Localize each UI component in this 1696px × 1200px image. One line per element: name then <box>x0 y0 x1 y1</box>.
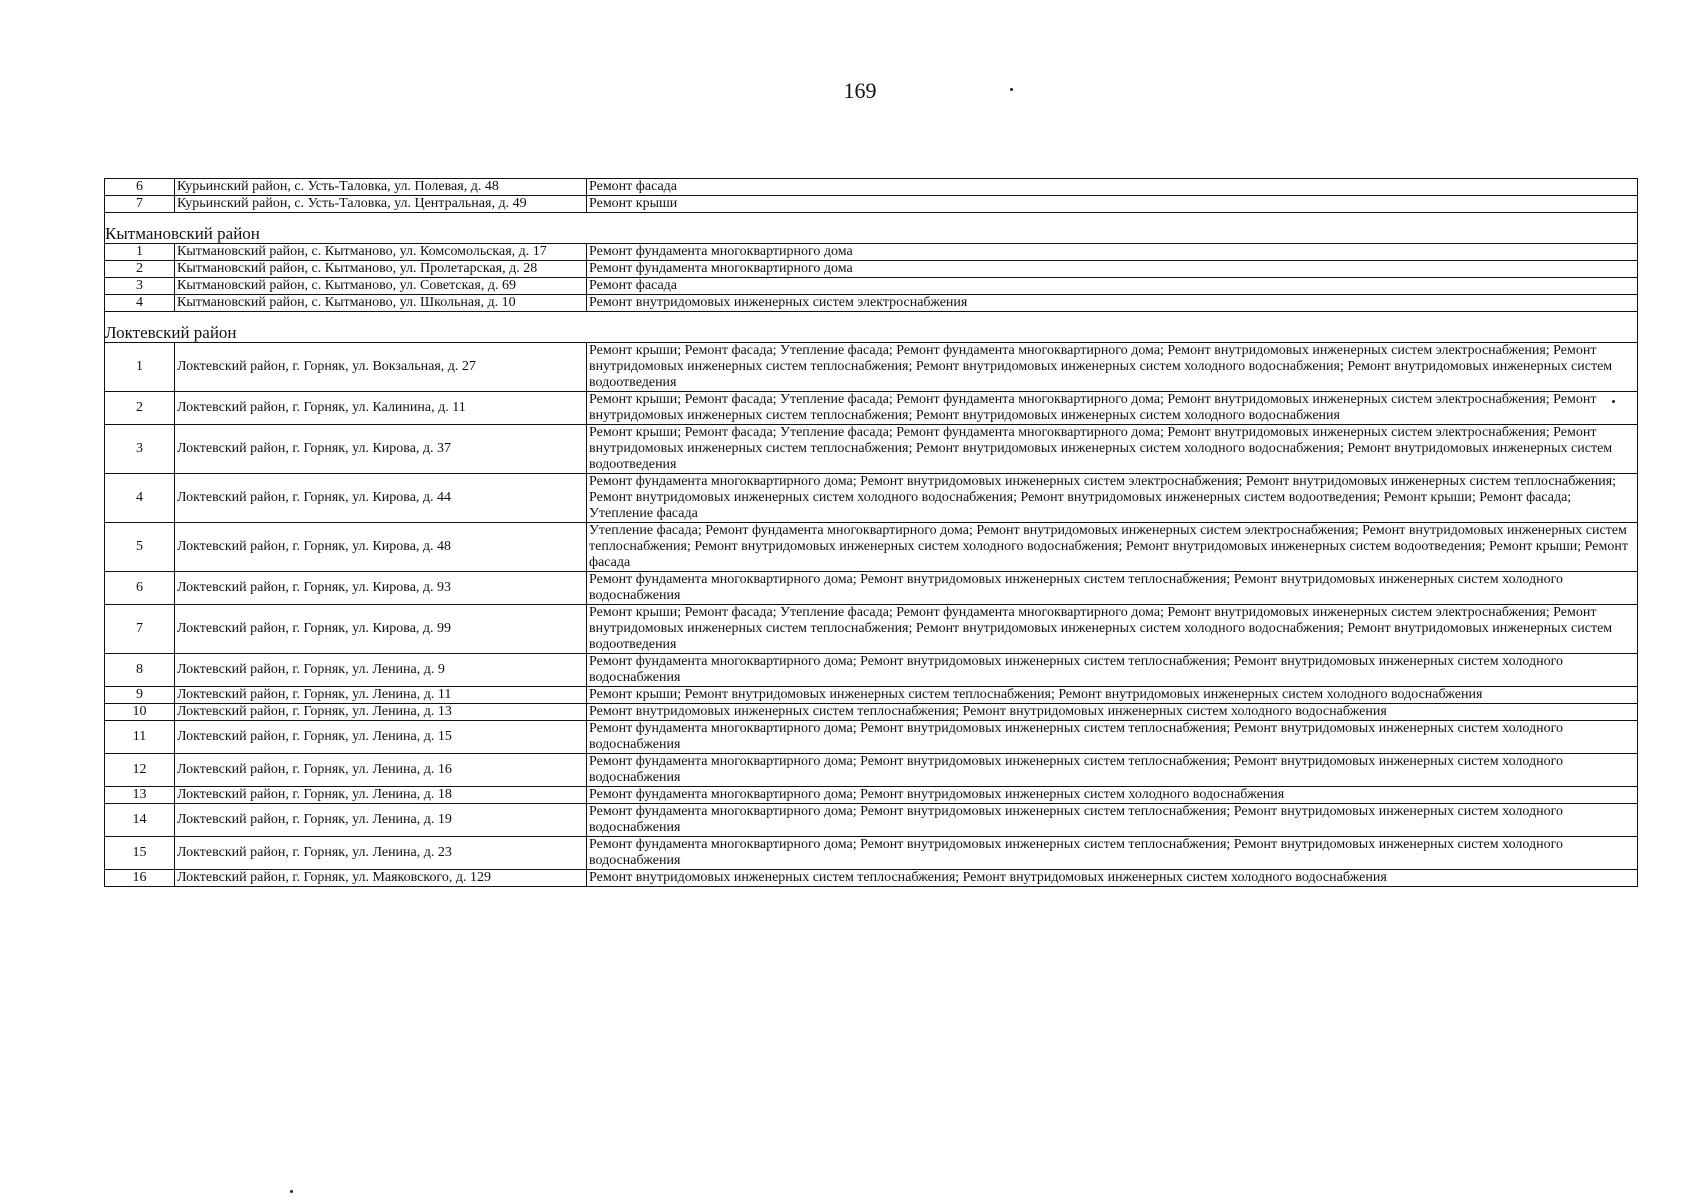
row-work-types: Утепление фасада; Ремонт фундамента многоквартирного дома; Ремонт внутридомовых инженерных систем электроснабжения; Ремонт внутридомовых инженерных систем теплоснабжения; Ремонт внутридомовых инженерных систем холодного водоснабжения; Ремонт внутридомовых инженерных систем водоотведения; Ремонт крыши; Ремонт фасада <box>587 523 1638 572</box>
row-address: Локтевский район, г. Горняк, ул. Кирова, д. 37 <box>175 425 587 474</box>
table-row <box>105 278 1638 295</box>
row-number: 5 <box>105 523 175 572</box>
row-work-types: Ремонт фундамента многоквартирного дома; Ремонт внутридомовых инженерных систем электроснабжения; Ремонт внутридомовых инженерных систем теплоснабжения; Ремонт внутридомовых инженерных систем холодного водоснабжения; Ремонт внутридомовых инженерных систем водоотведения; Ремонт крыши; Ремонт фасада; Утепление фасада <box>587 474 1638 523</box>
table-row <box>105 295 1638 312</box>
row-work-types: Ремонт фундамента многоквартирного дома <box>587 244 1638 261</box>
row-number: 1 <box>105 343 175 392</box>
table-row <box>105 870 1638 887</box>
row-number: 11 <box>105 721 175 754</box>
repair-list-table <box>104 178 1638 887</box>
row-number: 2 <box>105 392 175 425</box>
table-row <box>105 425 1638 474</box>
row-address: Локтевский район, г. Горняк, ул. Маяковского, д. 129 <box>175 870 587 887</box>
table-body <box>105 179 1638 887</box>
row-work-types: Ремонт крыши <box>587 196 1638 213</box>
table-row <box>105 474 1638 523</box>
row-number: 7 <box>105 605 175 654</box>
table-row <box>105 572 1638 605</box>
section-title-cell <box>105 312 1638 343</box>
row-address: Кытмановский район, с. Кытманово, ул. Пролетарская, д. 28 <box>175 261 587 278</box>
row-address: Локтевский район, г. Горняк, ул. Кирова, д. 93 <box>175 572 587 605</box>
row-number: 15 <box>105 837 175 870</box>
row-work-types: Ремонт крыши; Ремонт фасада; Утепление фасада; Ремонт фундамента многоквартирного дома; Ремонт внутридомовых инженерных систем электроснабжения; Ремонт внутридомовых инженерных систем теплоснабжения; Ремонт внутридомовых инженерных систем холодного водоснабжения <box>587 392 1638 425</box>
section-header-row <box>105 312 1638 343</box>
row-number: 12 <box>105 754 175 787</box>
table-row <box>105 261 1638 278</box>
row-number: 16 <box>105 870 175 887</box>
table-row <box>105 196 1638 213</box>
row-number: 13 <box>105 787 175 804</box>
row-address: Локтевский район, г. Горняк, ул. Ленина, д. 23 <box>175 837 587 870</box>
table-row <box>105 804 1638 837</box>
row-address: Локтевский район, г. Горняк, ул. Ленина, д. 16 <box>175 754 587 787</box>
row-number: 14 <box>105 804 175 837</box>
scan-speck <box>1010 88 1013 91</box>
row-address: Локтевский район, г. Горняк, ул. Вокзальная, д. 27 <box>175 343 587 392</box>
row-work-types: Ремонт фундамента многоквартирного дома; Ремонт внутридомовых инженерных систем теплоснабжения; Ремонт внутридомовых инженерных систем холодного водоснабжения <box>587 721 1638 754</box>
row-address: Локтевский район, г. Горняк, ул. Ленина, д. 19 <box>175 804 587 837</box>
row-work-types: Ремонт фундамента многоквартирного дома; Ремонт внутридомовых инженерных систем холодного водоснабжения <box>587 787 1638 804</box>
row-work-types: Ремонт внутридомовых инженерных систем теплоснабжения; Ремонт внутридомовых инженерных систем холодного водоснабжения <box>587 870 1638 887</box>
row-work-types: Ремонт крыши; Ремонт фасада; Утепление фасада; Ремонт фундамента многоквартирного дома; Ремонт внутридомовых инженерных систем электроснабжения; Ремонт внутридомовых инженерных систем теплоснабжения; Ремонт внутридомовых инженерных систем холодного водоснабжения; Ремонт внутридомовых инженерных систем водоотведения <box>587 605 1638 654</box>
row-work-types: Ремонт крыши; Ремонт фасада; Утепление фасада; Ремонт фундамента многоквартирного дома; Ремонт внутридомовых инженерных систем электроснабжения; Ремонт внутридомовых инженерных систем теплоснабжения; Ремонт внутридомовых инженерных систем холодного водоснабжения; Ремонт внутридомовых инженерных систем водоотведения <box>587 425 1638 474</box>
section-title: Кытмановский район <box>105 224 260 243</box>
row-number: 10 <box>105 704 175 721</box>
row-address: Локтевский район, г. Горняк, ул. Ленина, д. 11 <box>175 687 587 704</box>
row-address: Кытмановский район, с. Кытманово, ул. Советская, д. 69 <box>175 278 587 295</box>
row-address: Кытмановский район, с. Кытманово, ул. Школьная, д. 10 <box>175 295 587 312</box>
table-row <box>105 754 1638 787</box>
row-work-types: Ремонт фундамента многоквартирного дома; Ремонт внутридомовых инженерных систем теплоснабжения; Ремонт внутридомовых инженерных систем холодного водоснабжения <box>587 572 1638 605</box>
row-work-types: Ремонт фасада <box>587 278 1638 295</box>
row-work-types: Ремонт фундамента многоквартирного дома; Ремонт внутридомовых инженерных систем теплоснабжения; Ремонт внутридомовых инженерных систем холодного водоснабжения <box>587 804 1638 837</box>
table-row <box>105 523 1638 572</box>
row-address: Локтевский район, г. Горняк, ул. Калинина, д. 11 <box>175 392 587 425</box>
row-address: Кытмановский район, с. Кытманово, ул. Комсомольская, д. 17 <box>175 244 587 261</box>
row-number: 2 <box>105 261 175 278</box>
row-number: 9 <box>105 687 175 704</box>
row-address: Локтевский район, г. Горняк, ул. Кирова, д. 44 <box>175 474 587 523</box>
row-number: 6 <box>105 179 175 196</box>
row-number: 1 <box>105 244 175 261</box>
row-work-types: Ремонт фундамента многоквартирного дома <box>587 261 1638 278</box>
row-number: 4 <box>105 295 175 312</box>
table-row <box>105 787 1638 804</box>
row-number: 3 <box>105 425 175 474</box>
row-number: 7 <box>105 196 175 213</box>
row-number: 8 <box>105 654 175 687</box>
section-title-cell <box>105 213 1638 244</box>
row-work-types: Ремонт внутридомовых инженерных систем теплоснабжения; Ремонт внутридомовых инженерных систем холодного водоснабжения <box>587 704 1638 721</box>
row-address: Локтевский район, г. Горняк, ул. Кирова, д. 99 <box>175 605 587 654</box>
table-row <box>105 343 1638 392</box>
row-work-types: Ремонт фундамента многоквартирного дома; Ремонт внутридомовых инженерных систем теплоснабжения; Ремонт внутридомовых инженерных систем холодного водоснабжения <box>587 754 1638 787</box>
table-row <box>105 654 1638 687</box>
table-row <box>105 687 1638 704</box>
row-number: 6 <box>105 572 175 605</box>
row-work-types: Ремонт фундамента многоквартирного дома; Ремонт внутридомовых инженерных систем теплоснабжения; Ремонт внутридомовых инженерных систем холодного водоснабжения <box>587 837 1638 870</box>
table-row <box>105 179 1638 196</box>
row-address: Локтевский район, г. Горняк, ул. Ленина, д. 15 <box>175 721 587 754</box>
section-header-row <box>105 213 1638 244</box>
table-row <box>105 605 1638 654</box>
page-number: 169 <box>843 78 877 103</box>
row-address: Локтевский район, г. Горняк, ул. Ленина, д. 13 <box>175 704 587 721</box>
row-work-types: Ремонт внутридомовых инженерных систем электроснабжения <box>587 295 1638 312</box>
row-address: Локтевский район, г. Горняк, ул. Кирова, д. 48 <box>175 523 587 572</box>
row-work-types: Ремонт фундамента многоквартирного дома; Ремонт внутридомовых инженерных систем теплоснабжения; Ремонт внутридомовых инженерных систем холодного водоснабжения <box>587 654 1638 687</box>
row-address: Курьинский район, с. Усть-Таловка, ул. Центральная, д. 49 <box>175 196 587 213</box>
row-address: Курьинский район, с. Усть-Таловка, ул. Полевая, д. 48 <box>175 179 587 196</box>
table-row <box>105 244 1638 261</box>
row-address: Локтевский район, г. Горняк, ул. Ленина, д. 9 <box>175 654 587 687</box>
row-work-types: Ремонт крыши; Ремонт внутридомовых инженерных систем теплоснабжения; Ремонт внутридомовых инженерных систем холодного водоснабжения <box>587 687 1638 704</box>
section-title: Локтевский район <box>105 323 237 342</box>
row-number: 3 <box>105 278 175 295</box>
row-number: 4 <box>105 474 175 523</box>
table-row <box>105 837 1638 870</box>
table-row <box>105 721 1638 754</box>
table-row <box>105 704 1638 721</box>
table-row <box>105 392 1638 425</box>
row-work-types: Ремонт фасада <box>587 179 1638 196</box>
scan-speck <box>290 1190 293 1193</box>
row-address: Локтевский район, г. Горняк, ул. Ленина, д. 18 <box>175 787 587 804</box>
row-work-types: Ремонт крыши; Ремонт фасада; Утепление фасада; Ремонт фундамента многоквартирного дома; Ремонт внутридомовых инженерных систем электроснабжения; Ремонт внутридомовых инженерных систем теплоснабжения; Ремонт внутридомовых инженерных систем холодного водоснабжения; Ремонт внутридомовых инженерных систем водоотведения <box>587 343 1638 392</box>
